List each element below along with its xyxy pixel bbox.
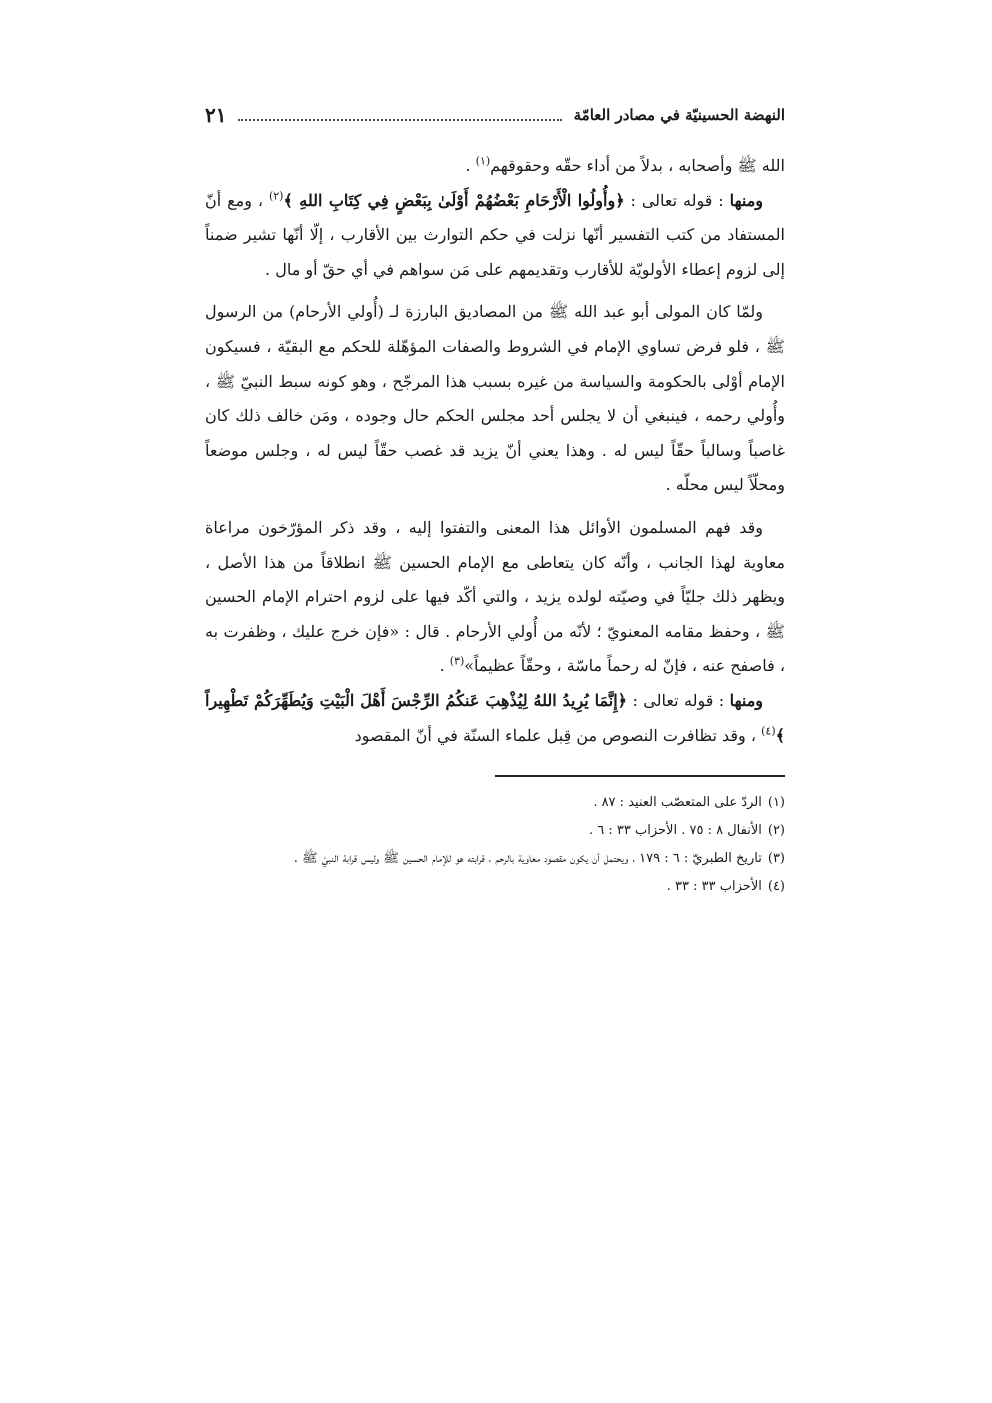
footnote-4: [205, 873, 785, 901]
paragraph-5: [205, 684, 785, 753]
lead-word: ومنها: [729, 190, 763, 210]
paragraph-text: ، ومع أنّ المستفاد من كتب التفسير أنّها نزلت في حكم التوارث بين الأقارب ، إلّا أنّها تشير ضمناً إلى لزوم إعطاء الأولويّة للأقارب وتقديمهم على مَن سواهم في أي حقّ أو مال .: [205, 190, 785, 279]
footnote-divider: [495, 775, 785, 777]
paragraph-end: .: [465, 156, 476, 175]
paragraph-3: [205, 295, 785, 503]
footnote-text: الردّ على المتعصّب العنيد : ٨٧ .: [593, 795, 762, 811]
footnote-2: [205, 817, 785, 845]
paragraph-2: [205, 184, 785, 288]
footnote-number: (٢): [767, 823, 785, 839]
chapter-title: النهضة الحسينيّة في مصادر العامّة: [573, 106, 785, 124]
footnote-number: (٤): [767, 879, 785, 895]
footnote-number: (٣): [767, 851, 785, 867]
footnote-3: [205, 845, 785, 873]
paragraph-text: ولمّا كان المولى أبو عبد الله ﷺ من المصاديق البارزة لـ (أُولي الأرحام) من الرسول ﷺ ، فلو فرض تساوي الإمام في الشروط والصفات المؤهّلة للحكم مع البقيّة ، فسيكون الإمام أوْلى بالحكومة والسياسة من غيره بسبب هذا المرجّح ، وهو كونه سبط النبيّ ﷺ ، وأُولي رحمه ، فينبغي أن لا يجلس أحد مجلس الحكم حال وجوده ، ومَن خالف ذلك كان غاصباً وسالباً حقّاً ليس له . وهذا يعني أنّ يزيد قد غصب حقّاً ليس له ، وجلس موضعاً ومحلّاً ليس محلّه .: [205, 302, 785, 495]
verse-intro: : قوله تعالى :: [624, 190, 730, 210]
paragraph-4: [205, 511, 785, 684]
header-dot-leader: [238, 109, 561, 121]
footnote-reference: (٢): [268, 189, 284, 203]
paragraph-text: الله ﷺ وأصحابه ، بدلاً من أداء حقّه وحقوقهم: [490, 156, 785, 175]
footnote-number: (١): [767, 795, 785, 811]
paragraph-text: وقد فهم المسلمون الأوائل هذا المعنى والتفتوا إليه ، وقد ذكر المؤرّخون مراعاة معاوية لهذا الجانب ، وأنّه كان يتعاطى مع الإمام الحسين ﷺ انطلاقاً من هذا الأصل ، ويظهر ذلك جليّاً في وصيّته لولده يزيد ، والتي أكّد فيها على لزوم احترام الإمام الحسين ﷺ ، وحفظ مقامه المعنويّ ؛ لأنّه من أُولي الأرحام . قال : «فإن خرج عليك ، وظفرت به ، فاصفح عنه ، فإنّ له رحماً ماسّة ، وحقّاً عظيماً»: [205, 517, 786, 676]
book-page: [205, 95, 785, 901]
footnote-reference: (٣): [449, 654, 465, 668]
body-text: [205, 149, 785, 753]
paragraph-text: ، وقد تظافرت النصوص من قِبل علماء السنّة في أنّ المقصود: [354, 725, 762, 745]
lead-word: ومنها: [729, 690, 763, 710]
quran-verse: ﴿إِنَّمَا يُرِيدُ اللهُ لِيُذْهِبَ عَنكُمُ الرِّجْسَ أَهْلَ الْبَيْتِ وَيُطَهِّرَكُمْ تَطْهِيراً ﴾: [205, 690, 785, 745]
paragraph-1: [205, 149, 785, 184]
page-number: ٢١: [205, 103, 227, 127]
footnote-text: الأحزاب ٣٣ : ٣٣ .: [666, 879, 762, 895]
footnote-reference: (٤): [761, 724, 776, 738]
verse-intro: : قوله تعالى :: [627, 690, 730, 710]
footnote-text: تاريخ الطبريّ : ٦ : ١٧٩ ، ويحتمل أن يكون مقصود معاوية بالرحم ، قرابته هو للإمام الحسين ﷺ وليس قرابة النبيّ ﷺ .: [293, 851, 762, 867]
footnote-reference: (١): [475, 154, 491, 168]
quran-verse: ﴿وأُولُوا الْأَرْحَامِ بَعْضُهُمْ أَوْلَىٰ بِبَعْضٍ فِي كِتَابِ اللهِ ﴾: [283, 190, 625, 210]
paragraph-end: .: [439, 656, 450, 676]
footnotes: [205, 789, 785, 901]
footnote-1: [205, 789, 785, 817]
running-header: [205, 95, 785, 135]
footnote-text: الأنفال ٨ : ٧٥ . الأحزاب ٣٣ : ٦ .: [588, 823, 762, 839]
